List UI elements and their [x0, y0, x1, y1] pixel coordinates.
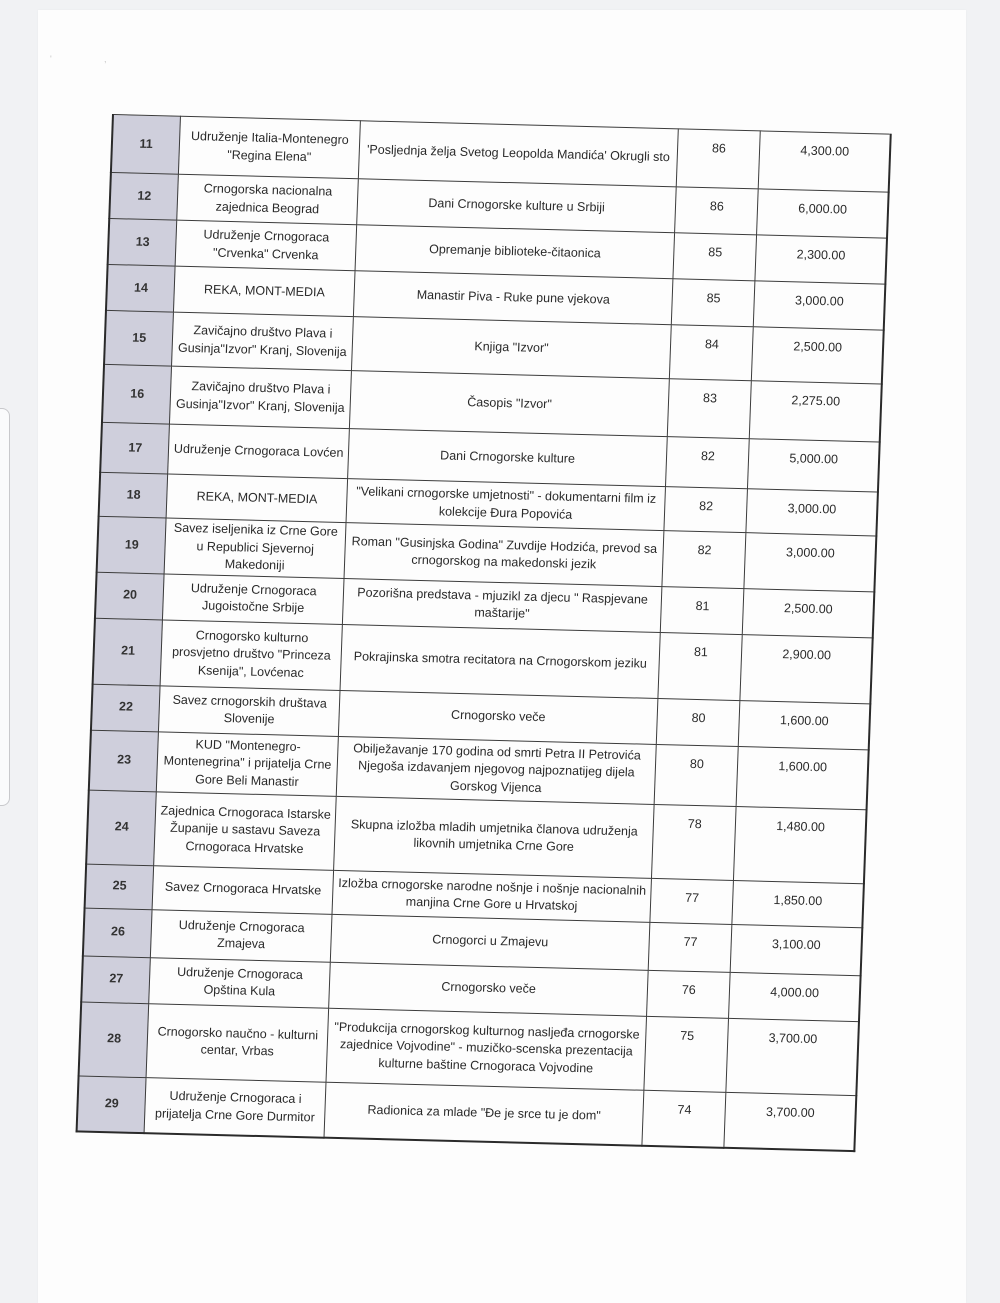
organization-cell: Zavičajno društvo Plava i Gusinja"Izvor" Kranj, Slovenija: [170, 366, 351, 429]
row-number: 19: [97, 516, 167, 573]
amount-cell: 1,850.00: [732, 880, 864, 927]
amount-cell: 1,600.00: [739, 700, 871, 749]
row-number: 28: [79, 1002, 150, 1078]
organization-cell: Crnogorsko kulturno prosvjetno društvo "Princeza Ksenija", Lovćenac: [161, 619, 343, 690]
organization-cell: Udruženje Crnogoraca "Crvenka" Crvenka: [176, 220, 357, 271]
amount-cell: 5,000.00: [748, 439, 880, 492]
row-number: 16: [102, 364, 172, 424]
project-cell: "Velikani crnogorske umjetnosti" - dokumentarni film iz kolekcije Đura Popovića: [346, 479, 666, 531]
grants-table-body: [77, 115, 891, 1152]
score-cell: 76: [647, 970, 731, 1018]
score-cell: 80: [657, 698, 741, 746]
grants-table: [76, 114, 892, 1152]
row-number: 11: [111, 115, 181, 175]
score-cell: 78: [652, 804, 737, 880]
project-cell: Crnogorci u Zmajevu: [330, 914, 650, 970]
project-cell: Skupna izložba mladih umjetnika članova udruženja likovnih umjetnika Crne Gore: [333, 796, 654, 878]
project-cell: Radionica za mlade "Đe je srce tu je dom": [324, 1082, 644, 1146]
score-cell: 81: [658, 632, 742, 700]
amount-cell: 6,000.00: [757, 189, 889, 238]
project-cell: Manastir Piva - Ruke pune vjekova: [353, 271, 673, 325]
score-cell: 77: [649, 922, 733, 972]
row-number: 12: [109, 172, 179, 220]
row-number: 14: [106, 264, 176, 312]
amount-cell: 2,500.00: [743, 588, 875, 637]
side-panel-handle[interactable]: [0, 408, 10, 806]
scan-speck: ': [50, 54, 52, 64]
organization-cell: Savez iseljenika iz Crne Gore u Republici Sjevernoj Makedoniji: [165, 518, 346, 578]
organization-cell: Savez crnogorskih društava Slovenije: [159, 685, 340, 736]
row-number: 21: [93, 618, 163, 686]
row-number: 27: [81, 956, 151, 1004]
amount-cell: 2,500.00: [752, 327, 884, 384]
amount-cell: 3,700.00: [726, 1018, 859, 1095]
project-cell: Dani Crnogorske kulture u Srbiji: [357, 179, 677, 233]
organization-cell: Udruženje Crnogoraca Jugoistočne Srbije: [163, 573, 344, 624]
amount-cell: 4,300.00: [758, 131, 890, 192]
row-number: 20: [95, 572, 165, 620]
project-cell: Knjiga "Izvor": [351, 317, 671, 379]
organization-cell: Udruženje Crnogoraca Opština Kula: [149, 957, 330, 1008]
amount-cell: 3,000.00: [744, 533, 876, 592]
score-cell: 82: [666, 437, 750, 489]
score-cell: 85: [673, 233, 757, 281]
row-number: 23: [89, 730, 159, 792]
score-cell: 82: [664, 487, 747, 533]
organization-cell: Crnogorsko naučno - kulturni centar, Vrbas: [147, 1003, 329, 1081]
project-cell: Crnogorsko veče: [329, 962, 649, 1016]
project-cell: Crnogorsko veče: [338, 690, 658, 744]
amount-cell: 2,275.00: [750, 381, 882, 442]
score-cell: 86: [675, 187, 759, 235]
project-cell: "Produkcija crnogorskog kulturnog nasljeđa crnogorske zajednice Vojvodine" - muzičko-scenska prezentacija kulturne baštine Crnogoraca Vojvodine: [326, 1008, 647, 1090]
row-number: 18: [99, 472, 168, 518]
scanned-page: [38, 10, 966, 1303]
project-cell: Izložba crnogorske narodne nošnje i nošnje nacionalnih manjina Crne Gore u Hrvatskoj: [332, 870, 652, 922]
row-number: 24: [86, 790, 157, 866]
amount-cell: 1,600.00: [736, 746, 868, 809]
score-cell: 85: [672, 279, 756, 327]
row-number: 15: [104, 310, 174, 366]
organization-cell: Udruženje Crnogoraca Zmajeva: [151, 909, 332, 962]
organization-cell: REKA, MONT-MEDIA: [174, 266, 355, 317]
row-number: 17: [100, 422, 170, 474]
amount-cell: 3,000.00: [746, 489, 878, 536]
project-cell: Roman "Gusinjska Godina" Zuvdije Hodzića, prevod sa crnogorskog na makedonski jezik: [344, 523, 664, 587]
row-number: 26: [83, 908, 153, 958]
organization-cell: REKA, MONT-MEDIA: [167, 474, 348, 523]
organization-cell: Zavičajno društvo Plava i Gusinja"Izvor" Kranj, Slovenija: [172, 312, 353, 371]
organization-cell: Udruženje Italia-Montenegro "Regina Elena": [179, 116, 360, 179]
score-cell: 74: [642, 1090, 726, 1148]
project-cell: Časopis "Izvor": [349, 371, 669, 437]
project-cell: 'Posljednja želja Svetog Leopolda Mandića' Okrugli sto: [358, 121, 678, 187]
amount-cell: 3,000.00: [754, 281, 886, 330]
amount-cell: 1,480.00: [734, 806, 867, 883]
score-cell: 80: [654, 744, 738, 806]
project-cell: Pokrajinska smotra recitatora na Crnogorskom jeziku: [340, 624, 661, 698]
score-cell: 83: [668, 379, 752, 439]
project-cell: Dani Crnogorske kulture: [347, 429, 667, 487]
amount-cell: 2,300.00: [755, 235, 887, 284]
scan-speck: ,: [104, 54, 107, 64]
amount-cell: 3,100.00: [730, 924, 862, 975]
score-cell: 77: [650, 878, 733, 924]
row-number: 29: [77, 1075, 147, 1133]
row-number: 25: [85, 864, 154, 910]
organization-cell: Udruženje Crnogoraca Lovćen: [168, 424, 349, 479]
amount-cell: 2,900.00: [740, 634, 873, 703]
project-cell: Pozorišna predstava - mjuzikl za djecu " Raspjevane maštarije": [342, 578, 662, 632]
score-cell: 81: [661, 586, 745, 634]
score-cell: 86: [677, 129, 761, 189]
organization-cell: Savez Crnogoraca Hrvatske: [153, 865, 334, 914]
grants-table-wrapper: [76, 114, 892, 1152]
project-cell: Obilježavanje 170 godina od smrti Petra II Petrovića Njegoša izdavanjem njegovog najpoznatijeg dijela Gorskog Vijenca: [336, 736, 656, 804]
score-cell: 75: [644, 1016, 729, 1092]
amount-cell: 3,700.00: [724, 1092, 856, 1151]
organization-cell: KUD "Montenegro-Montenegrina" i prijatelja Crne Gore Beli Manastir: [157, 731, 339, 796]
score-cell: 84: [670, 325, 754, 381]
row-number: 22: [91, 684, 161, 732]
amount-cell: 4,000.00: [729, 972, 861, 1021]
row-number: 13: [108, 218, 178, 266]
organization-cell: Udruženje Crnogoraca i prijatelja Crne Gore Durmitor: [144, 1077, 325, 1138]
score-cell: 82: [662, 531, 746, 589]
organization-cell: Zajednica Crnogoraca Istarske Županije u sastavu Saveza Crnogoraca Hrvatske: [154, 791, 336, 869]
organization-cell: Crnogorska nacionalna zajednica Beograd: [177, 174, 358, 225]
project-cell: Opremanje biblioteke-čitaonica: [355, 225, 675, 279]
